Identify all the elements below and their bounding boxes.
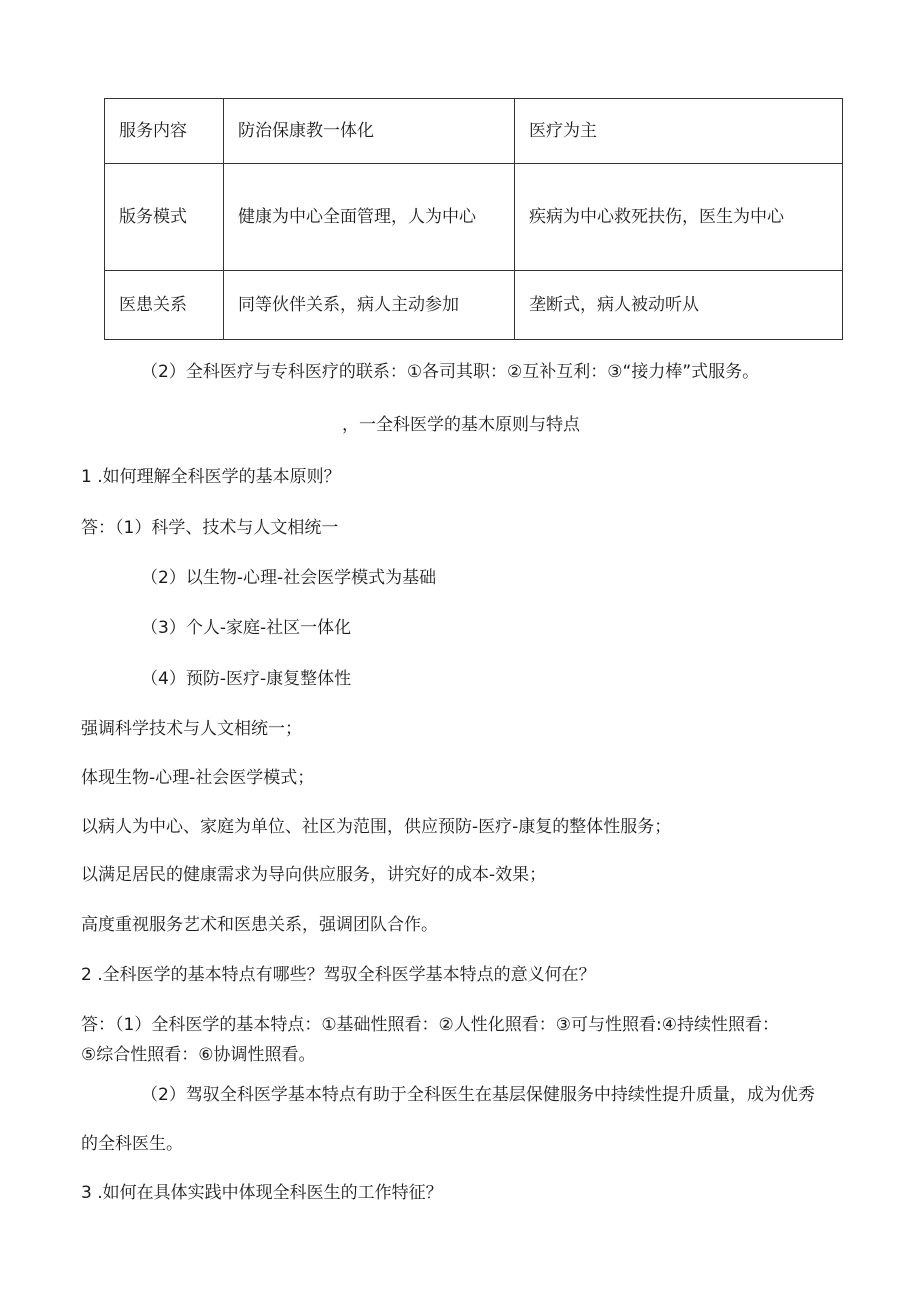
answer-line: （4）预防-医疗-康复整体性 — [141, 669, 352, 689]
question-3: 3 .如何在具体实践中体现全科医生的工作特征？ — [81, 1183, 443, 1203]
answer-line: （2）以生物-心理-社会医学模式为基础 — [141, 568, 437, 588]
general-practice-cell: 防治保康教一体化 — [224, 99, 515, 164]
specialist-cell: 垄断式，病人被动听从 — [515, 271, 843, 340]
section-heading: ，一全科医学的基木原则与特点 — [342, 415, 580, 435]
specialist-cell: 医疗为主 — [515, 99, 843, 164]
table-row — [105, 164, 843, 271]
row-label: 服务内容 — [105, 99, 224, 164]
table-row — [105, 271, 843, 340]
row-label: 医患关系 — [105, 271, 224, 340]
answer-line: 答：（1）全科医学的基本特点：①基础性照看：②人性化照看：③可与性照看:④持续性照看： — [81, 1015, 780, 1035]
specialist-cell: 疾病为中心救死扶伤，医生为中心 — [515, 164, 843, 271]
question-2: 2 .全科医学的基本特点有哪些？驾驭全科医学基本特点的意义何在？ — [81, 965, 596, 985]
general-practice-cell: 同等伙伴关系，病人主动参加 — [224, 271, 515, 340]
body-paragraph: 以满足居民的健康需求为导向供应服务，讲究好的成本-效果； — [81, 865, 547, 885]
body-paragraph: 强调科学技术与人文相统一； — [81, 719, 302, 739]
body-paragraph: 以病人为中心、家庭为单位、社区为范围，供应预防-医疗-康复的整体性服务； — [81, 817, 672, 837]
answer-line: 的全科医生。 — [81, 1134, 183, 1154]
body-paragraph: 体现生物-心理-社会医学模式； — [81, 768, 315, 788]
answer-line: 答：（1）科学、技术与人文相统一 — [81, 518, 339, 538]
answer-line: （3）个人-家庭-社区一体化 — [141, 618, 352, 638]
general-practice-cell: 健康为中心全面管理，人为中心 — [224, 164, 515, 271]
table-row — [105, 99, 843, 164]
answer-line: ⑤综合性照看：⑥协调性照看。 — [81, 1045, 316, 1065]
comparison-table — [104, 98, 843, 340]
relation-paragraph: （2）全科医疗与专科医疗的联系：①各司其职：②互补互利：③“接力棒”式服务。 — [141, 362, 760, 382]
answer-line: （2）驾驭全科医学基本特点有助于全科医生在基层保健服务中持续性提升质量，成为优秀 — [141, 1085, 815, 1105]
row-label: 版务模式 — [105, 164, 224, 271]
question-1: 1 .如何理解全科医学的基本原则？ — [81, 467, 341, 487]
body-paragraph: 高度重视服务艺术和医患关系，强调团队合作。 — [81, 915, 438, 935]
